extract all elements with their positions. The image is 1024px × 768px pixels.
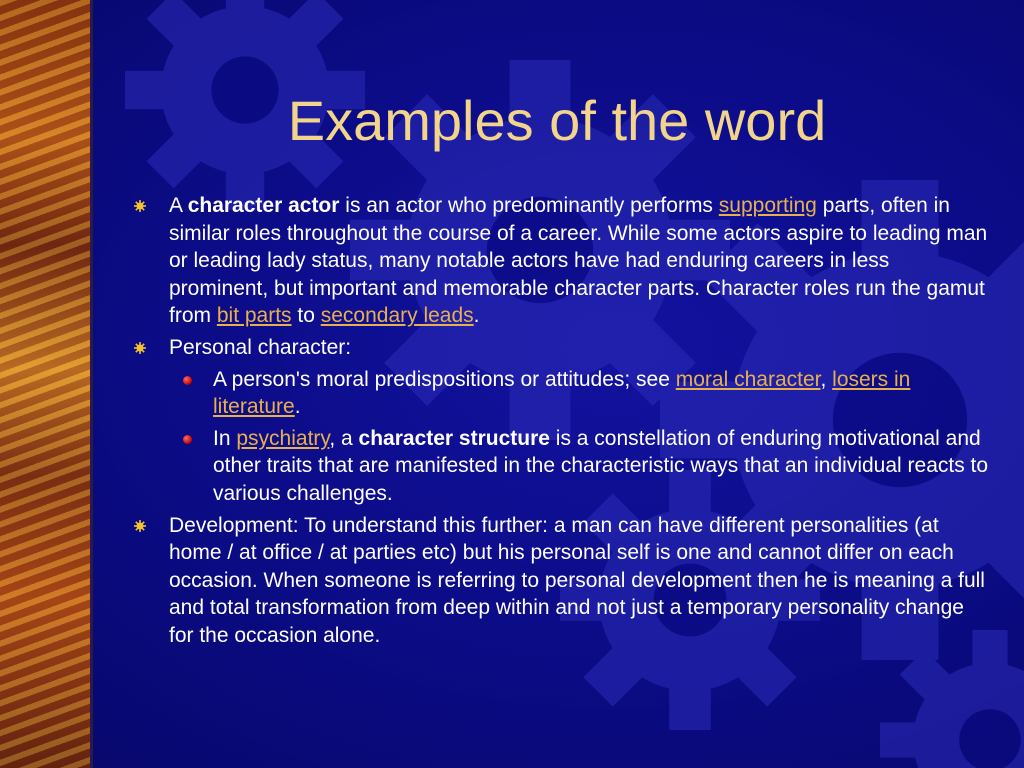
sub-bullet-character-structure xyxy=(130,425,990,508)
gold-gear-bullet-icon xyxy=(134,200,146,212)
term-character-actor: character actor xyxy=(187,194,340,217)
bullet-item-personal-character xyxy=(130,334,990,362)
bullet-text: Development: To understand this further: a man can have different personalities (at home / at office / at parties etc) but his personal self is one and cannot differ on each occasion. When someone is referring to personal development then he is meaning a full and total transformation from deep within and not just a temporary personality change for the occasion alone. xyxy=(169,513,985,647)
term-character-structure: character structure xyxy=(358,426,550,450)
text-c: . xyxy=(294,395,301,419)
text-e: to xyxy=(291,304,321,328)
slide-title: Examples of the word xyxy=(287,89,827,152)
text-d: parts, often in similar roles throughout the course of a career. While some actors aspire to leading man or leading lady status, many notable actors have had enduring careers in less prominent, but important and memorable character parts. Character roles run the gamut from xyxy=(169,194,988,328)
slide-body xyxy=(130,192,990,654)
bullet-text: Personal character: xyxy=(169,335,352,359)
sub-bullet-moral-predispositions xyxy=(130,366,990,421)
gold-gear-bullet-icon xyxy=(134,520,146,532)
link-losers-in-literature[interactable]: losers in literature xyxy=(213,367,911,419)
link-moral-character[interactable]: moral character xyxy=(675,367,821,391)
link-secondary-leads[interactable]: secondary leads xyxy=(320,304,474,328)
link-bit-parts[interactable]: bit parts xyxy=(216,304,292,328)
text-b: , a xyxy=(329,426,359,450)
red-dot-bullet-icon xyxy=(183,376,192,385)
link-supporting[interactable]: supporting xyxy=(718,194,817,217)
bullet-item-development xyxy=(130,512,990,650)
text-c: is a constellation of enduring motivational and other traits that are manifested in the characteristic ways that an individual reacts to various challenges. xyxy=(213,426,989,505)
text-b: , xyxy=(820,367,833,391)
bullet-item-character-actor xyxy=(130,192,990,330)
red-dot-bullet-icon xyxy=(183,435,192,444)
text-f: . xyxy=(473,304,480,328)
text-a: A person's moral predispositions or attitudes; see xyxy=(213,367,676,391)
text-c: is an actor who predominantly performs xyxy=(339,194,719,217)
link-psychiatry[interactable]: psychiatry xyxy=(236,426,330,450)
text-a: In xyxy=(213,426,237,450)
text-a: A xyxy=(169,194,188,217)
gold-gear-bullet-icon xyxy=(134,342,146,354)
